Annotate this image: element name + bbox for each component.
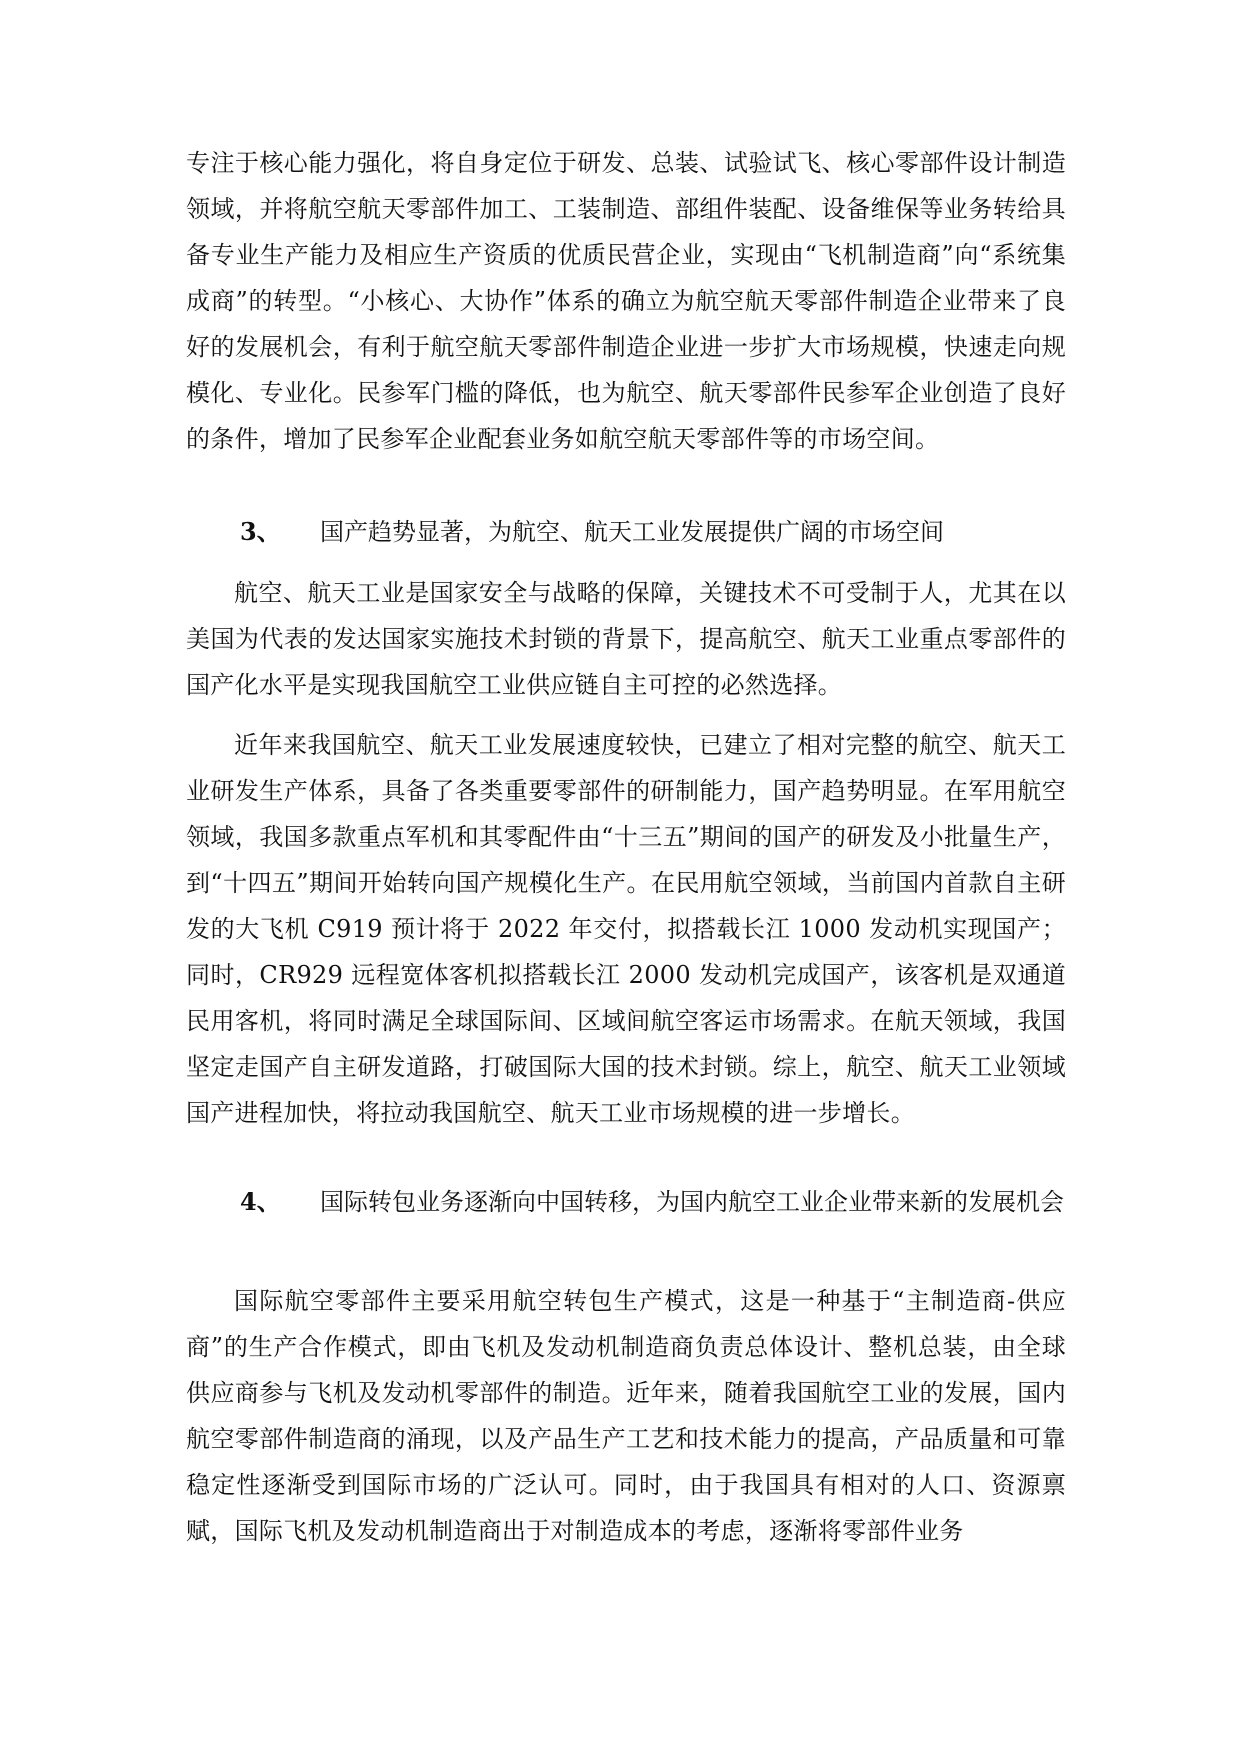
section-heading-3 [186,512,1086,552]
section-number: 4、 [240,1187,281,1216]
section-number: 3、 [240,517,281,546]
paragraph-subcontracting: 国际航空零部件主要采用航空转包生产模式，这是一种基于“主制造商-供应商”的生产合作模式，即由飞机及发动机制造商负责总体设计、整机总装，由全球供应商参与飞机及发动机零部件的制造。近年来，随着我国航空工业的发展，国内航空零部件制造商的涌现，以及产品生产工艺和技术能力的提高，产品质量和可靠稳定性逐渐受到国际市场的广泛认可。同时，由于我国具有相对的人口、资源禀赋，国际飞机及发动机制造商出于对制造成本的考虑，逐渐将零部件业务 [186,1287,1066,1545]
paragraph-domestic-necessity: 航空、航天工业是国家安全与战略的保障，关键技术不可受制于人，尤其在以美国为代表的发达国家实施技术封锁的背景下，提高航空、航天工业重点零部件的国产化水平是实现我国航空工业供应链自主可控的必然选择。 [186,579,1066,699]
paragraph-domestic-trend: 近年来我国航空、航天工业发展速度较快，已建立了相对完整的航空、航天工业研发生产体系，具备了各类重要零部件的研制能力，国产趋势明显。在军用航空领域，我国多款重点军机和其零配件由“十三五”期间的国产的研发及小批量生产，到“十四五”期间开始转向国产规模化生产。在民用航空领域，当前国内首款自主研发的大飞机 C919 预计将于 2022 年交付，拟搭载长江 1000 发动机实现国产；同时，CR929 远程宽体客机拟搭载长江 2000 发动机完成国产，该客机是双通道民用客机，将同时满足全球国际间、区域间航空客运市场需求。在航天领域，我国坚定走国产自主研发道路，打破国际大国的技术封锁。综上，航空、航天工业领域国产进程加快，将拉动我国航空、航天工业市场规模的进一步增长。 [186,731,1066,1127]
section-heading-4 [186,1182,1086,1222]
section-title: 国产趋势显著，为航空、航天工业发展提供广阔的市场空间 [320,518,944,546]
section-title: 国际转包业务逐渐向中国转移，为国内航空工业企业带来新的发展机会 [320,1188,1064,1216]
paragraph-continuation: 专注于核心能力强化，将自身定位于研发、总装、试验试飞、核心零部件设计制造领域，并将航空航天零部件加工、工装制造、部组件装配、设备维保等业务转给具备专业生产能力及相应生产资质的优质民营企业，实现由“飞机制造商”向“系统集成商”的转型。“小核心、大协作”体系的确立为航空航天零部件制造企业带来了良好的发展机会，有利于航空航天零部件制造企业进一步扩大市场规模，快速走向规模化、专业化。民参军门槛的降低，也为航空、航天零部件民参军企业创造了良好的条件，增加了民参军企业配套业务如航空航天零部件等的市场空间。 [186,149,1066,453]
